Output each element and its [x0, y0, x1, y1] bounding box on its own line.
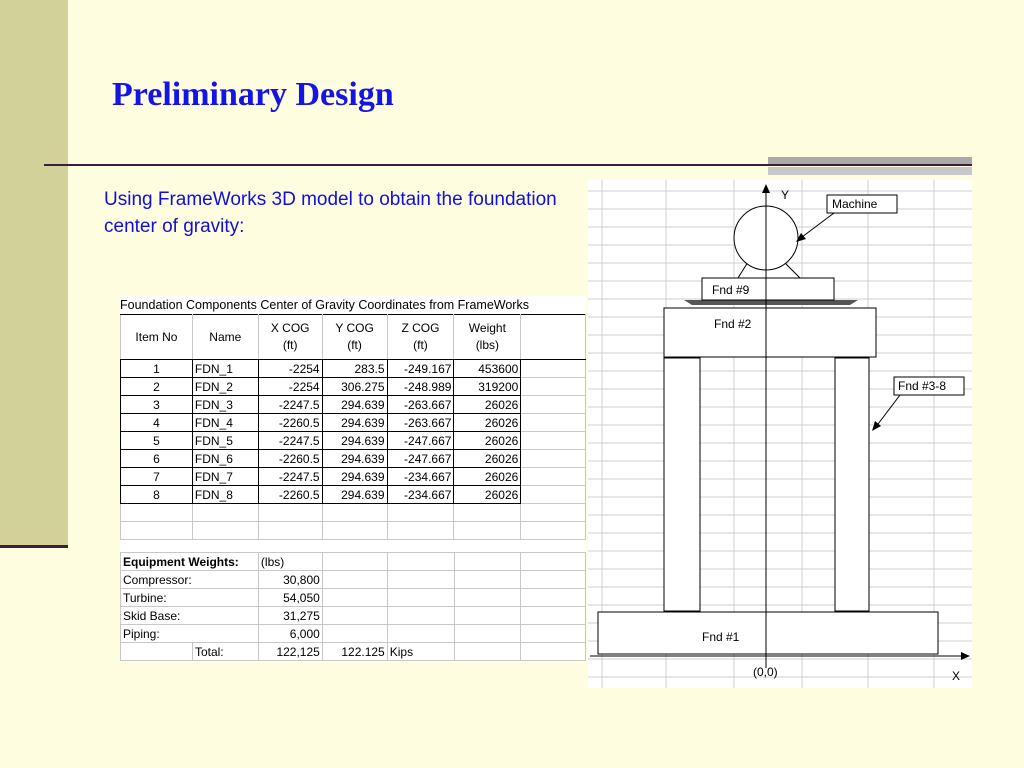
fnd9-label: Fnd #9 [712, 283, 750, 297]
equipment-row [121, 571, 586, 589]
blank-row [121, 504, 586, 522]
equipment-value: 54,050 [258, 589, 322, 607]
cell-name: FDN_7 [192, 468, 258, 486]
cell-x: -2254 [258, 360, 322, 378]
cog-table [120, 314, 586, 540]
cell-weight: 26026 [454, 468, 521, 486]
table-row [121, 378, 586, 396]
empty-cell [521, 468, 586, 486]
left-accent-bar [0, 0, 68, 545]
cell-item: 6 [121, 450, 193, 468]
empty-cell [521, 396, 586, 414]
header-weight: Weight (lbs) [454, 315, 521, 360]
cell-item: 8 [121, 486, 193, 504]
cell-y: 294.639 [322, 432, 387, 450]
table-row [121, 486, 586, 504]
empty-cell [521, 360, 586, 378]
equipment-weights-table [120, 552, 586, 661]
cell-weight: 26026 [454, 432, 521, 450]
equipment-value: 31,275 [258, 607, 322, 625]
kips-unit: Kips [387, 643, 454, 661]
header-x-cog: X COG (ft) [258, 315, 322, 360]
table-row [121, 432, 586, 450]
equipment-row [121, 607, 586, 625]
header-z-cog: Z COG (ft) [387, 315, 454, 360]
cell-name: FDN_8 [192, 486, 258, 504]
slide-title: Preliminary Design [112, 76, 394, 113]
cell-y: 294.639 [322, 396, 387, 414]
cell-x: -2260.5 [258, 414, 322, 432]
cell-name: FDN_1 [192, 360, 258, 378]
cell-item: 7 [121, 468, 193, 486]
cell-z: -234.667 [387, 486, 454, 504]
cell-z: -263.667 [387, 414, 454, 432]
cell-weight: 453600 [454, 360, 521, 378]
equipment-value: 6,000 [258, 625, 322, 643]
total-label: Total: [192, 643, 258, 661]
cell-name: FDN_4 [192, 414, 258, 432]
cell-item: 1 [121, 360, 193, 378]
cell-weight: 26026 [454, 396, 521, 414]
cell-y: 294.639 [322, 450, 387, 468]
equipment-row [121, 589, 586, 607]
fnd1-label: Fnd #1 [702, 630, 740, 644]
cell-name: FDN_2 [192, 378, 258, 396]
equipment-label: Turbine: [121, 589, 259, 607]
cell-y: 294.639 [322, 486, 387, 504]
cell-weight: 26026 [454, 450, 521, 468]
empty-cell [521, 414, 586, 432]
header-item-no: Item No [121, 315, 193, 360]
empty-cell [521, 378, 586, 396]
equipment-value: 30,800 [258, 571, 322, 589]
table-header-row [121, 315, 586, 360]
cog-spreadsheet [120, 296, 586, 662]
cell-x: -2254 [258, 378, 322, 396]
y-axis-label: Y [781, 188, 790, 202]
cell-weight: 26026 [454, 486, 521, 504]
table-row [121, 360, 586, 378]
cell-name: FDN_6 [192, 450, 258, 468]
skid-base [684, 300, 858, 305]
title-rule-shade-light [768, 167, 972, 175]
cell-name: FDN_3 [192, 396, 258, 414]
header-y-cog: Y COG (ft) [322, 315, 387, 360]
intro-text: Using FrameWorks 3D model to obtain the foundation center of gravity: [104, 189, 557, 237]
cell-z: -234.667 [387, 468, 454, 486]
cell-x: -2247.5 [258, 432, 322, 450]
cell-z: -247.667 [387, 450, 454, 468]
total-lbs: 122,125 [258, 643, 322, 661]
cell-z: -248.989 [387, 378, 454, 396]
sheet-title: Foundation Components Center of Gravity Coordinates from FrameWorks [120, 298, 529, 312]
cell-x: -2247.5 [258, 396, 322, 414]
table-row [121, 414, 586, 432]
fnd2-block [664, 308, 876, 357]
cell-item: 2 [121, 378, 193, 396]
equipment-unit: (lbs) [258, 553, 322, 571]
empty-cell [521, 315, 586, 360]
fnd1-block [598, 612, 938, 654]
blank-row [121, 522, 586, 540]
fnd-left-column [664, 358, 700, 611]
cell-y: 294.639 [322, 468, 387, 486]
machine-label: Machine [832, 197, 878, 211]
header-name: Name [192, 315, 258, 360]
empty-cell [521, 450, 586, 468]
cell-z: -247.667 [387, 432, 454, 450]
cell-y: 306.275 [322, 378, 387, 396]
fnd2-label: Fnd #2 [714, 317, 752, 331]
cell-x: -2260.5 [258, 450, 322, 468]
table-row [121, 450, 586, 468]
cell-item: 3 [121, 396, 193, 414]
equipment-label: Piping: [121, 625, 259, 643]
equipment-total-row [121, 643, 586, 661]
table-row [121, 396, 586, 414]
equipment-row [121, 625, 586, 643]
cell-y: 283.5 [322, 360, 387, 378]
cell-name: FDN_5 [192, 432, 258, 450]
cell-weight: 319200 [454, 378, 521, 396]
equipment-heading: Equipment Weights: [121, 553, 259, 571]
equipment-label: Skid Base: [121, 607, 259, 625]
cell-x: -2260.5 [258, 486, 322, 504]
fnd-right-column [835, 358, 869, 611]
title-rule [44, 164, 972, 166]
fnd38-label: Fnd #3-8 [898, 379, 947, 393]
equipment-heading-row [121, 553, 586, 571]
empty-cell [521, 486, 586, 504]
left-accent-underline [0, 545, 68, 548]
cell-x: -2247.5 [258, 468, 322, 486]
total-kips: 122.125 [322, 643, 387, 661]
frame-diagram-svg [588, 180, 972, 688]
table-row [121, 468, 586, 486]
cell-item: 4 [121, 414, 193, 432]
empty-cell [521, 432, 586, 450]
cell-weight: 26026 [454, 414, 521, 432]
origin-label: (0,0) [753, 665, 778, 679]
cell-z: -249.167 [387, 360, 454, 378]
equipment-label: Compressor: [121, 571, 259, 589]
x-axis-label: X [952, 669, 961, 683]
frameworks-model-diagram [588, 180, 972, 688]
cell-y: 294.639 [322, 414, 387, 432]
cell-z: -263.667 [387, 396, 454, 414]
cell-item: 5 [121, 432, 193, 450]
